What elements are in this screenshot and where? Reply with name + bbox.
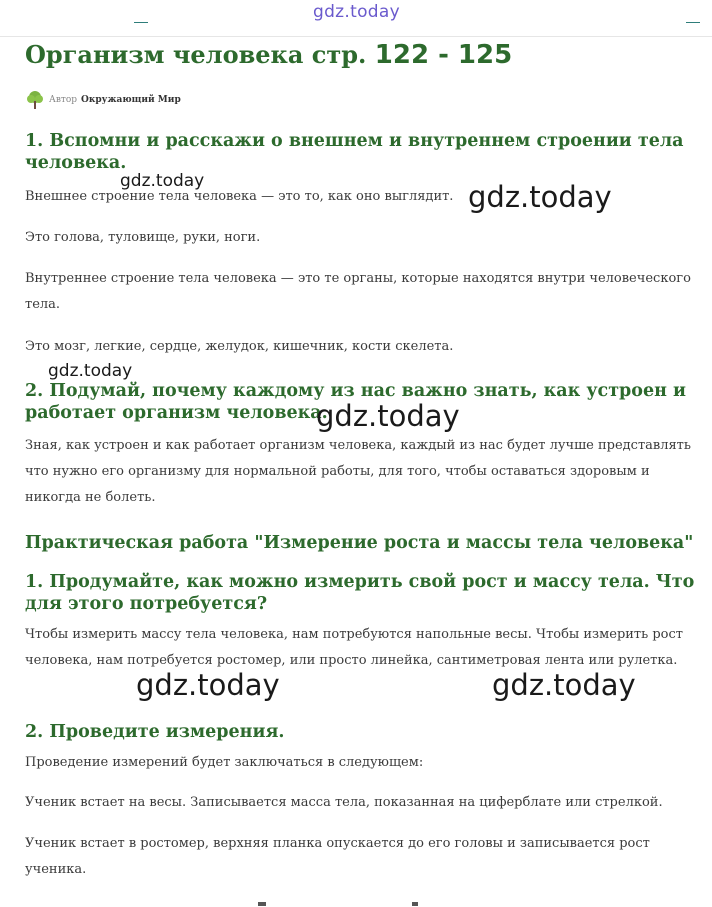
question-1-paragraph-3: Внутреннее строение тела человека — это те органы, которые находятся внутри человеческого тела. <box>25 271 691 312</box>
question-1-heading: 1. Вспомни и расскажи о внешнем и внутреннем строении тела человека. <box>25 131 684 173</box>
cut-off-next-line <box>0 898 712 907</box>
author-label: Автор <box>49 95 78 105</box>
page-title <box>25 40 512 70</box>
question-2-paragraph-1: Зная, как устроен и как работает организм человека, каждый из нас будет лучше представлять что нужно его организму для нормальной работы, для того, чтобы оставаться здоровым и никогда не болеть. <box>25 438 691 505</box>
author-line <box>25 90 181 110</box>
top-divider-left <box>134 22 148 23</box>
practical-step-2-paragraph-2: Ученик встает на весы. Записывается масса тела, показанная на циферблате или стрелкой. <box>25 795 663 810</box>
top-divider-right <box>686 22 700 23</box>
watermark: gdz.today <box>468 180 612 214</box>
top-bar <box>0 0 712 37</box>
site-logo[interactable]: gdz.today <box>313 2 400 22</box>
author-name[interactable]: Окружающий Мир <box>81 95 181 105</box>
practical-work-heading: Практическая работа "Измерение роста и массы тела человека" <box>25 533 694 553</box>
practical-step-2-paragraph-1: Проведение измерений будет заключаться в следующем: <box>25 755 424 770</box>
watermark: gdz.today <box>136 668 280 702</box>
question-1-paragraph-2: Это голова, туловище, руки, ноги. <box>25 230 261 245</box>
watermark: gdz.today <box>120 171 205 191</box>
practical-step-1-paragraph: Чтобы измерить массу тела человека, нам потребуются напольные весы. Чтобы измерить рост человека, нам потребуется ростомер, или просто линейка, сантиметровая лента или рулетка. <box>25 627 683 668</box>
watermark: gdz.today <box>48 361 133 381</box>
question-1-paragraph-4: Это мозг, легкие, сердце, желудок, кишечник, кости скелета. <box>25 339 454 354</box>
practical-step-1-heading: 1. Продумайте, как можно измерить свой рост и массу тела. Что для этого потребуется? <box>25 572 695 614</box>
watermark: gdz.today <box>316 399 460 433</box>
question-1-paragraph-1: Внешнее строение тела человека — это то, как оно выглядит. <box>25 189 454 204</box>
practical-step-2-heading: 2. Проведите измерения. <box>25 722 285 742</box>
practical-step-2-paragraph-3: Ученик встает в ростомер, верхняя планка опускается до его головы и записывается рост ученика. <box>25 836 650 877</box>
page-title-text: Организм человека стр. <box>25 40 367 69</box>
question-2-heading: 2. Подумай, почему каждому из нас важно знать, как устроен и работает организм человека. <box>25 381 686 423</box>
page-title-pages: 122 - 125 <box>374 40 513 70</box>
watermark: gdz.today <box>492 668 636 702</box>
tree-icon <box>25 90 45 110</box>
